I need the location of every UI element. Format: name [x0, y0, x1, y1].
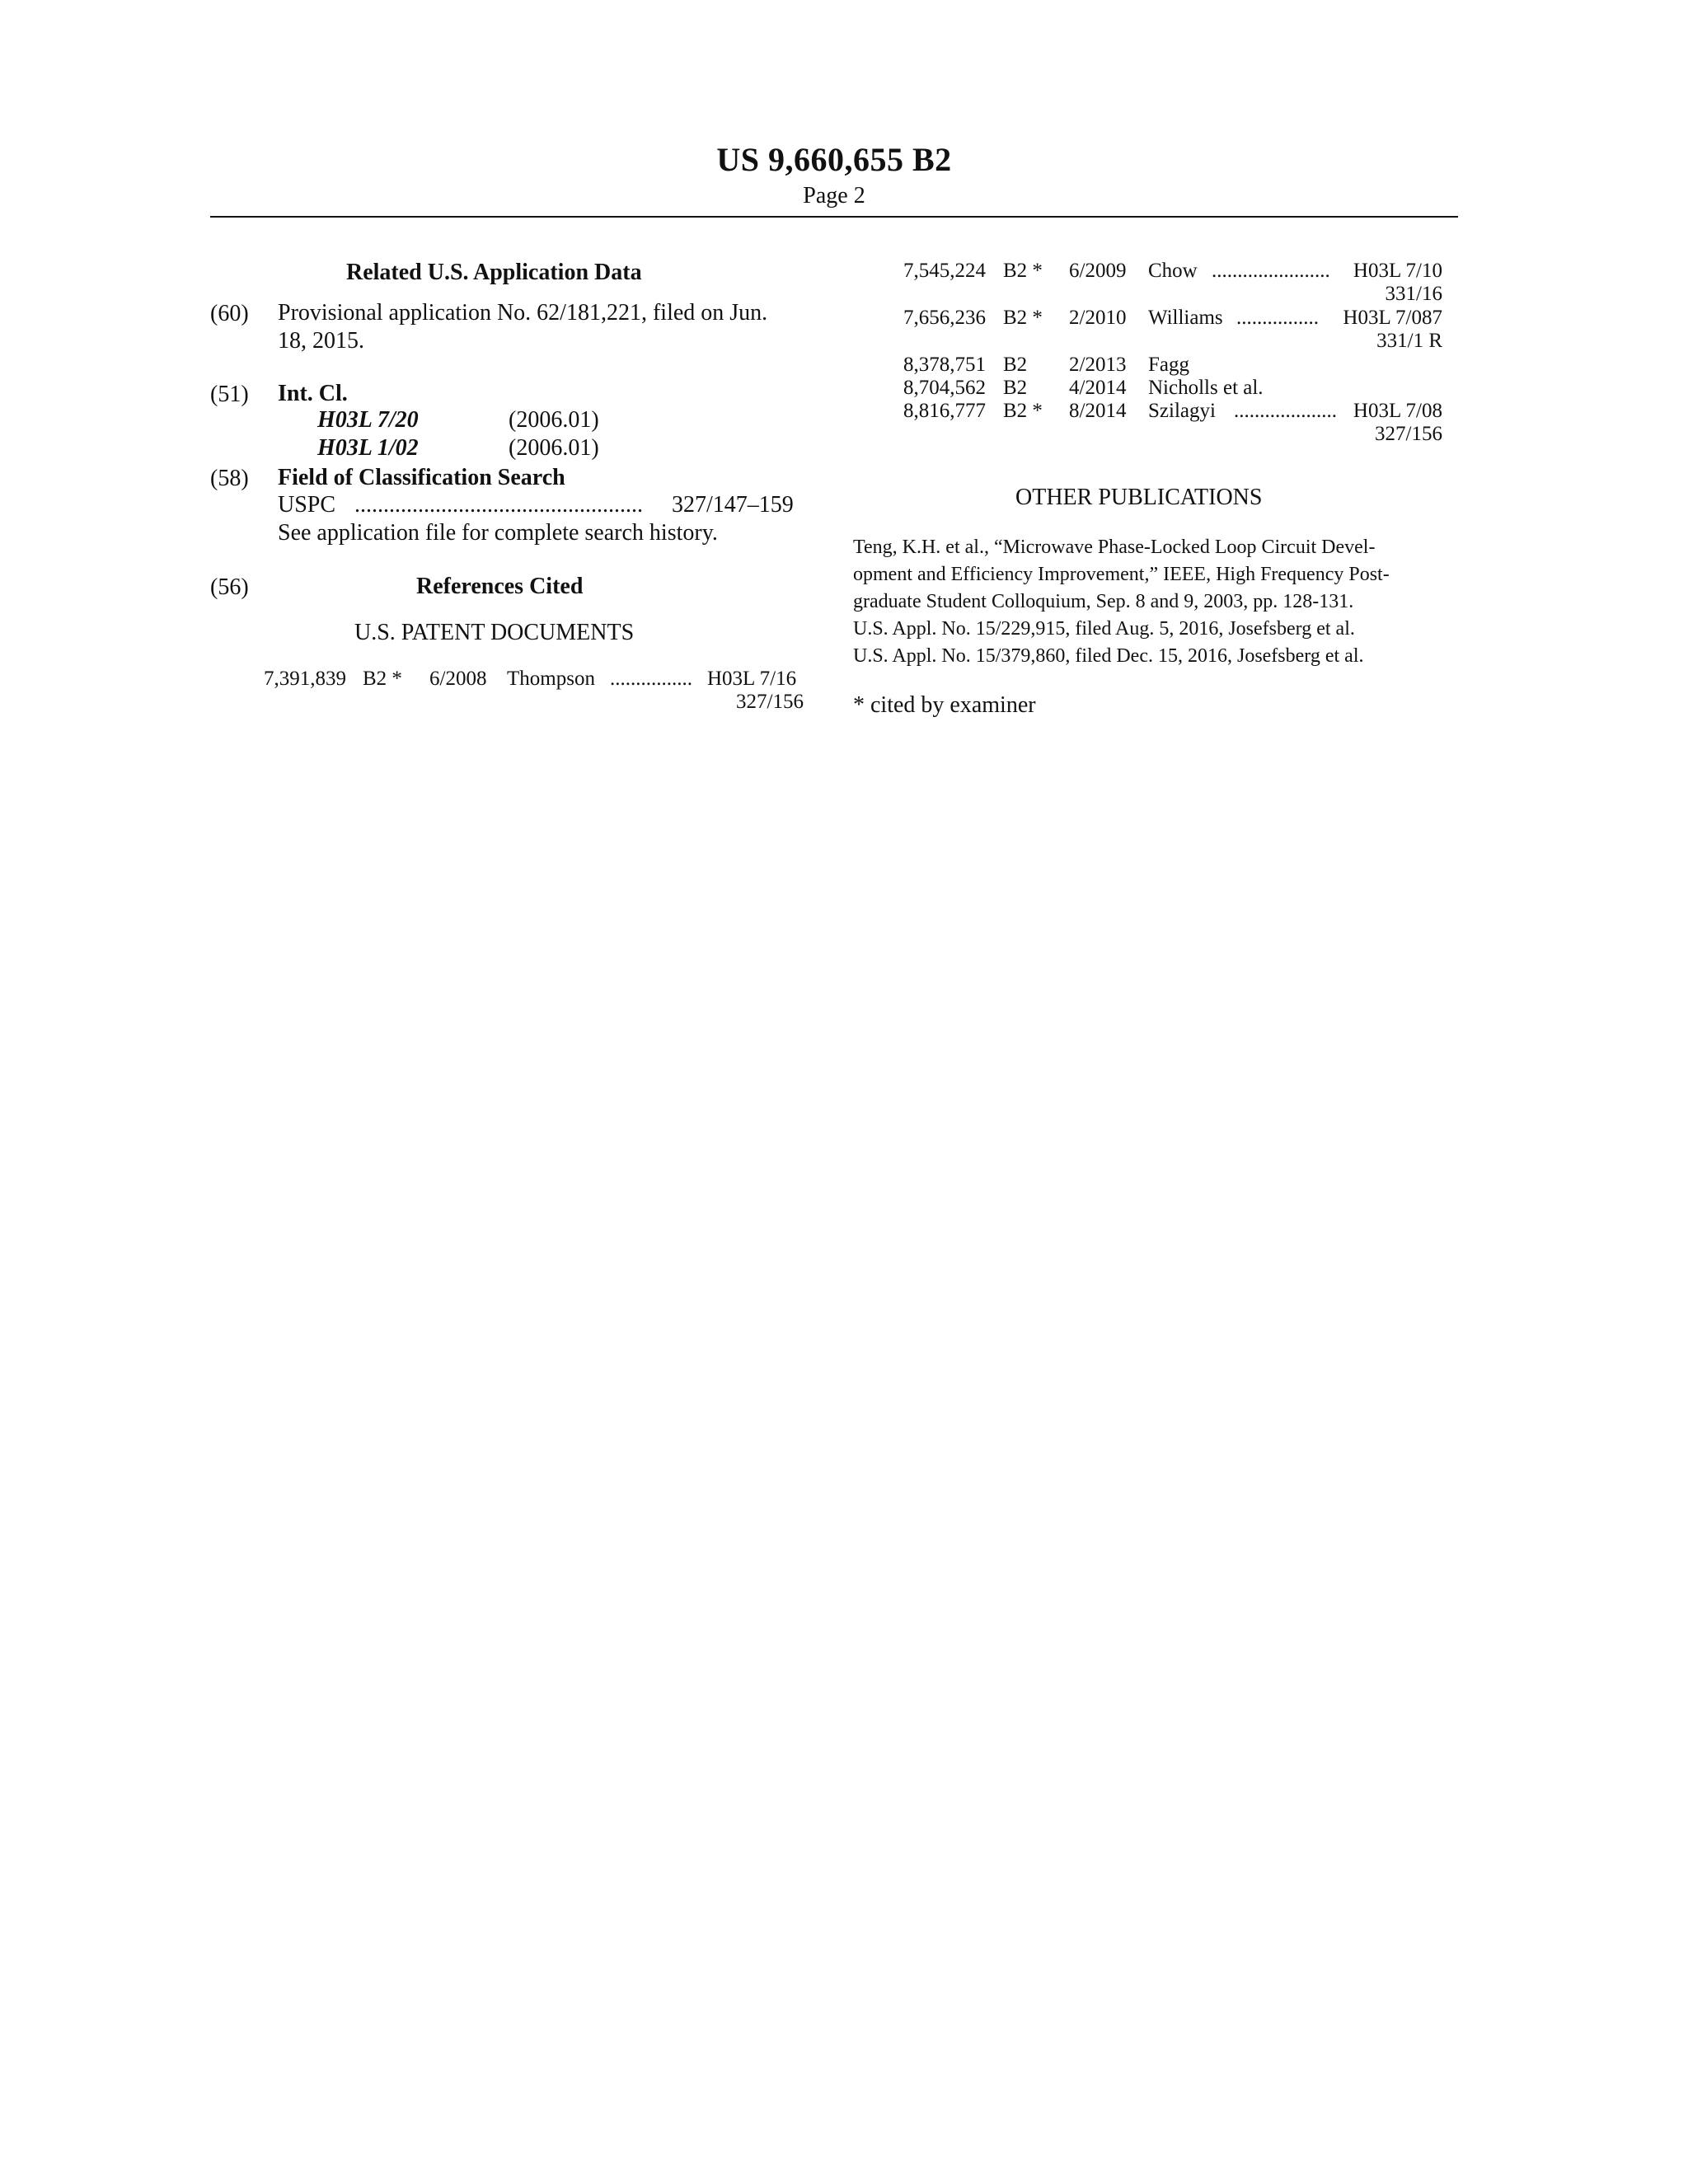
int-cl-version-1: (2006.01) — [509, 407, 599, 433]
us-patent-documents-title: U.S. PATENT DOCUMENTS — [354, 620, 635, 645]
name-cell: Fagg — [1148, 354, 1189, 376]
class-cell: H03L 7/08 — [1353, 400, 1442, 422]
date-cell: 6/2008 — [429, 668, 487, 690]
subclass-cell: 331/1 R — [1376, 330, 1442, 352]
name-cell: Thompson — [507, 668, 595, 690]
date-cell: 6/2009 — [1069, 260, 1127, 282]
header-rule — [210, 216, 1458, 218]
date-cell: 8/2014 — [1069, 400, 1127, 422]
date-cell: 4/2014 — [1069, 377, 1127, 399]
class-cell: H03L 7/16 — [707, 668, 797, 690]
subclass-cell: 331/16 — [1385, 283, 1442, 305]
date-cell: 2/2013 — [1069, 354, 1127, 376]
patent-number-cell: 7,391,839 — [264, 668, 346, 690]
kind-cell: B2 — [1003, 354, 1028, 376]
field-search-code: (58) — [210, 466, 249, 491]
uspc-label: USPC — [278, 492, 336, 518]
kind-cell: B2 * — [1003, 260, 1043, 282]
publication-line: U.S. Appl. No. 15/229,915, filed Aug. 5, 2016, Josefsberg et al. — [853, 618, 1355, 640]
patent-number-cell: 7,545,224 — [903, 260, 986, 282]
subclass-cell: 327/156 — [736, 691, 804, 713]
publication-line: graduate Student Colloquium, Sep. 8 and 9, 2003, pp. 128-131. — [853, 591, 1354, 612]
leader-dots: ................ — [1236, 307, 1319, 329]
other-publications-title: OTHER PUBLICATIONS — [1015, 485, 1263, 510]
name-cell: Szilagyi — [1148, 400, 1216, 422]
patent-number-cell: 7,656,236 — [903, 307, 986, 329]
name-cell: Chow — [1148, 260, 1198, 282]
class-cell: H03L 7/10 — [1353, 260, 1442, 282]
patent-number-cell: 8,704,562 — [903, 377, 986, 399]
patent-number-cell: 8,378,751 — [903, 354, 986, 376]
int-cl-version-2: (2006.01) — [509, 435, 599, 461]
publication-line: Teng, K.H. et al., “Microwave Phase-Locked Loop Circuit Devel- — [853, 537, 1376, 558]
provisional-line-1: Provisional application No. 62/181,221, filed on Jun. — [278, 300, 768, 326]
related-application-title: Related U.S. Application Data — [346, 260, 642, 285]
int-cl-class-1: H03L 7/20 — [317, 407, 419, 433]
references-code: (56) — [210, 574, 249, 600]
page-number: Page 2 — [803, 183, 865, 209]
provisional-code: (60) — [210, 301, 249, 326]
references-title: References Cited — [416, 574, 584, 599]
uspc-leader-dots: .................................................. — [354, 492, 643, 518]
leader-dots: ....................... — [1212, 260, 1330, 282]
leader-dots: ................ — [610, 668, 692, 690]
kind-cell: B2 * — [363, 668, 402, 690]
publication-line: opment and Efficiency Improvement,” IEEE, High Frequency Post- — [853, 564, 1390, 585]
class-cell: H03L 7/087 — [1343, 307, 1442, 329]
cited-by-examiner-note: * cited by examiner — [853, 692, 1036, 718]
patent-number: US 9,660,655 B2 — [716, 141, 952, 178]
int-cl-class-2: H03L 1/02 — [317, 435, 419, 461]
publication-line: U.S. Appl. No. 15/379,860, filed Dec. 15, 2016, Josefsberg et al. — [853, 645, 1364, 667]
search-history-note: See application file for complete search history. — [278, 520, 718, 546]
subclass-cell: 327/156 — [1375, 423, 1442, 445]
leader-dots: .................... — [1234, 400, 1337, 422]
int-cl-code: (51) — [210, 382, 249, 407]
kind-cell: B2 * — [1003, 307, 1043, 329]
int-cl-title: Int. Cl. — [278, 381, 348, 406]
name-cell: Williams — [1148, 307, 1223, 329]
name-cell: Nicholls et al. — [1148, 377, 1264, 399]
patent-number-cell: 8,816,777 — [903, 400, 986, 422]
date-cell: 2/2010 — [1069, 307, 1127, 329]
field-search-title: Field of Classification Search — [278, 465, 565, 490]
kind-cell: B2 — [1003, 377, 1028, 399]
provisional-line-2: 18, 2015. — [278, 328, 364, 354]
uspc-value: 327/147–159 — [672, 492, 794, 518]
kind-cell: B2 * — [1003, 400, 1043, 422]
